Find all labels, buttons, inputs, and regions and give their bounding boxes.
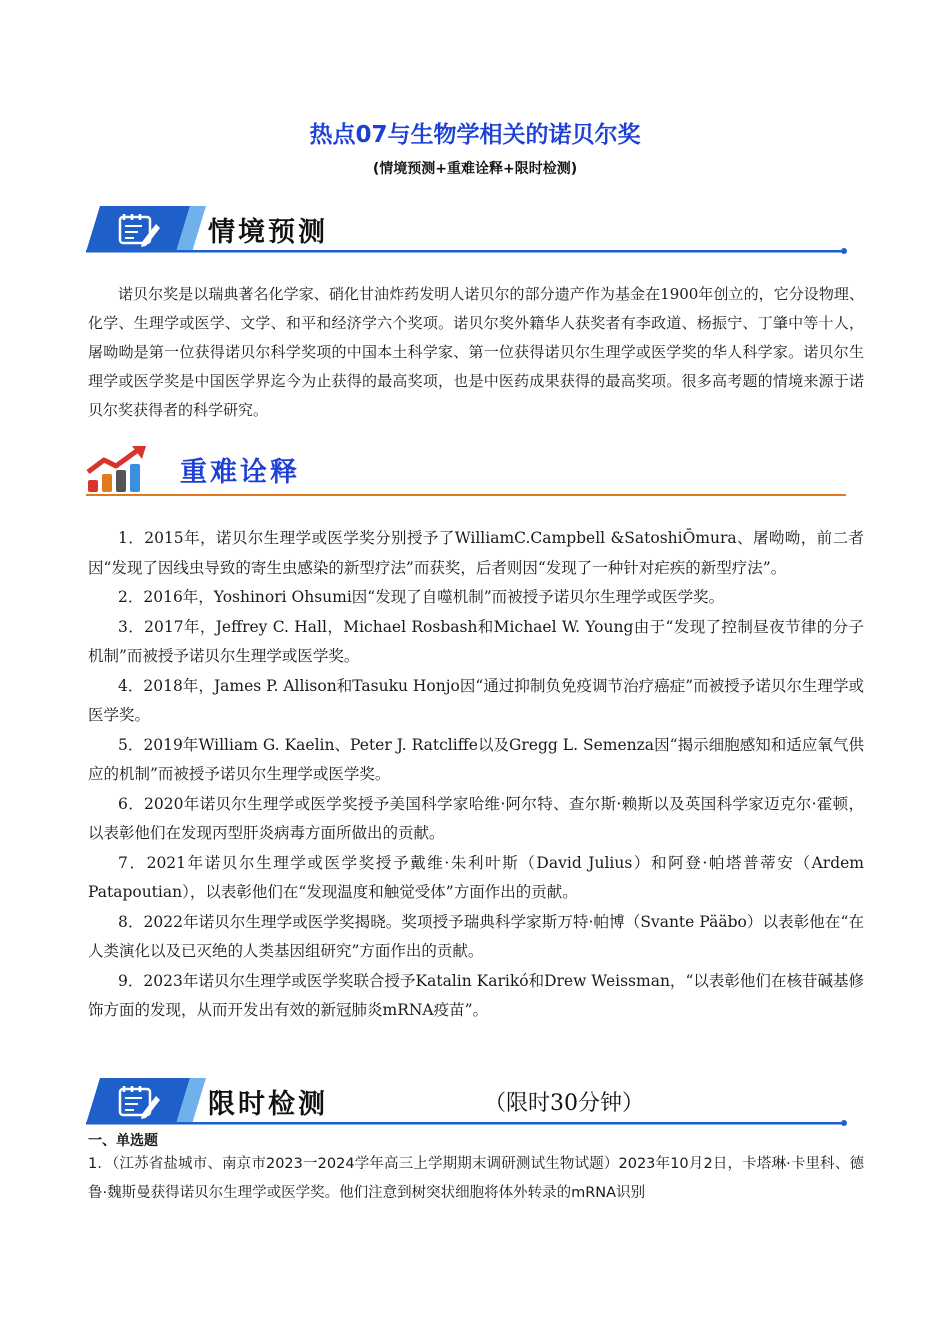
- question-1: 1．（江苏省盐城市、南京市2023一2024学年高三上学期期末调研测试生物试题）2023年10月2日，卡塔琳·卡里科、德鲁·魏斯曼获得诺贝尔生理学或医学奖。他们注意到树突状细胞将体外转录的mRNA识别: [88, 1156, 864, 1201]
- rising-bar-chart-icon: [86, 446, 166, 496]
- banner-shape: [86, 1078, 848, 1128]
- section-banner-key-points: [86, 446, 848, 502]
- section-banner-scenario: [86, 206, 848, 256]
- list-item: 8．2022年诺贝尔生理学或医学奖揭晓。奖项授予瑞典科学家斯万特·帕博（Svante Pääbo）以表彰他在“在人类演化以及已灭绝的人类基因组研究”方面作出的贡献。: [88, 912, 864, 960]
- list-item: 1．2015年，诺贝尔生理学或医学奖分别授予了WilliamC.Campbell &SatoshiŌmura、屠呦呦，前二者因“发现了因线虫导致的寄生虫感染的新型疗法”而获奖，后者则因“发现了一种针对疟疾的新型疗法”。: [88, 529, 864, 577]
- section-divider: [86, 494, 846, 496]
- section-banner-timed-test: [86, 1078, 848, 1128]
- section-heading-key-points: 重难诠释: [180, 457, 300, 488]
- section-heading-timed-test: 限时检测: [208, 1089, 328, 1120]
- list-item: 2．2016年，Yoshinori Ohsumi因“发现了自噬机制”而被授予诺贝尔生理学或医学奖。: [118, 588, 725, 606]
- list-item: 9．2023年诺贝尔生理学或医学奖联合授予Katalin Karikó和Drew Weissman，“以表彰他们在核苷碱基修饰方面的发现，从而开发出有效的新冠肺炎mRNA疫苗”。: [88, 971, 864, 1019]
- list-item: 3．2017年，Jeffrey C. Hall，Michael Rosbash和Michael W. Young由于“发现了控制昼夜节律的分子机制”而被授予诺贝尔生理学或医学奖。: [88, 617, 864, 665]
- list-item: 5．2019年William G. Kaelin、Peter J. Ratcliffe以及Gregg L. Semenza因“揭示细胞感知和适应氧气供应的机制”而被授予诺贝尔生理学或医学奖。: [88, 735, 864, 783]
- part-label: 一、单选题: [88, 1133, 158, 1149]
- list-item: 6．2020年诺贝尔生理学或医学奖授予美国科学家哈维·阿尔特、查尔斯·赖斯以及英国科学家迈克尔·霍顿，以表彰他们在发现丙型肝炎病毒方面所做出的贡献。: [88, 794, 864, 842]
- page-subtitle: (情境预测+重难诠释+限时检测): [372, 161, 578, 177]
- list-item: 7．2021年诺贝尔生理学或医学奖授予戴维·朱利叶斯（David Julius）和阿登·帕塔普蒂安（Ardem Patapoutian），以表彰他们在“发现温度和触觉受体”方面作出的贡献。: [88, 853, 864, 901]
- key-points-list: [88, 524, 864, 1026]
- section-heading-scenario: 情境预测: [208, 217, 328, 248]
- time-limit-note: （限时30分钟）: [484, 1091, 644, 1116]
- page-title: 热点07与生物学相关的诺贝尔奖: [309, 122, 641, 148]
- intro-paragraph: 诺贝尔奖是以瑞典著名化学家、硝化甘油炸药发明人诺贝尔的部分遗产作为基金在1900年创立的，它分设物理、化学、生理学或医学、文学、和平和经济学六个奖项。诺贝尔奖外籍华人获奖者有李政道、杨振宁、丁肇中等十人，屠呦呦是第一位获得诺贝尔科学奖项的中国本土科学家、第一位获得诺贝尔生理学或医学奖的华人科学家。诺贝尔生理学或医学奖是中国医学界迄今为止获得的最高奖项，也是中医药成果获得的最高奖项。很多高考题的情境来源于诺贝尔奖获得者的科学研究。: [88, 285, 864, 419]
- banner-shape: [86, 206, 848, 256]
- list-item: 4．2018年，James P. Allison和Tasuku Honjo因“通过抑制负免疫调节治疗癌症”而被授予诺贝尔生理学或医学奖。: [88, 676, 864, 724]
